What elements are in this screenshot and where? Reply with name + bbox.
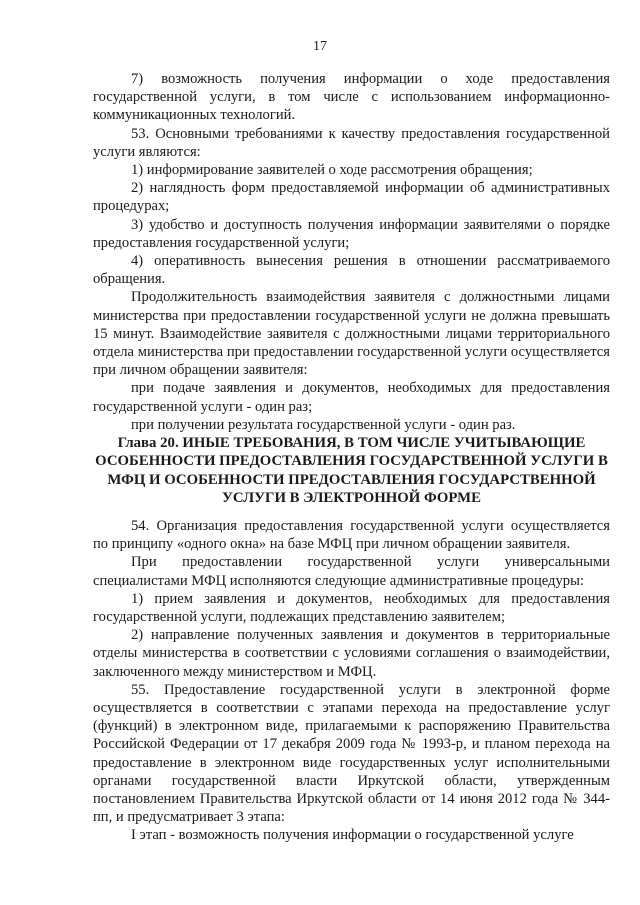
paragraph: 7) возможность получения информации о ходе предоставления государственной услуги, в том числе с использованием информационно-коммуникационных технологий. bbox=[93, 71, 610, 124]
paragraph: 2) наглядность форм предоставляемой информации об административных процедурах; bbox=[93, 180, 610, 215]
page-number: 17 bbox=[313, 39, 327, 54]
paragraph: Продолжительность взаимодействия заявителя с должностными лицами министерства при предоставлении государственной услуги не должна превышать 15 минут. Взаимодействие заявителя с должностными лицами территориального отдела министерства при предоставлении государственной услуги осуществляется при личном обращении заявителя: bbox=[93, 289, 610, 379]
paragraph: при подаче заявления и документов, необходимых для предоставления государственной услуги - один раз; bbox=[93, 380, 610, 415]
paragraph: I этап - возможность получения информации о государственной услуге bbox=[131, 827, 574, 844]
chapter-heading: Глава 20. ИНЫЕ ТРЕБОВАНИЯ, В ТОМ ЧИСЛЕ УЧИТЫВАЮЩИЕ ОСОБЕННОСТИ ПРЕДОСТАВЛЕНИЯ ГОСУДАРСТВЕННОЙ УСЛУГИ В МФЦ И ОСОБЕННОСТИ ПРЕДОСТАВЛЕНИЯ ГОСУДАРСТВЕННОЙ УСЛУГИ В ЭЛЕКТРОННОЙ ФОРМЕ bbox=[95, 435, 608, 506]
paragraph: 4) оперативность вынесения решения в отношении рассматриваемого обращения. bbox=[93, 253, 610, 288]
paragraph: 2) направление полученных заявления и документов в территориальные отделы министерства в соответствии с условиями соглашения о взаимодействии, заключенного между министерством и МФЦ. bbox=[93, 627, 610, 680]
paragraph: При предоставлении государственной услуги универсальными специалистами МФЦ исполняются следующие административные процедуры: bbox=[93, 554, 610, 589]
paragraph: при получении результата государственной услуги - один раз. bbox=[131, 416, 516, 433]
paragraph: 1) информирование заявителей о ходе рассмотрения обращения; bbox=[131, 162, 533, 179]
paragraph: 3) удобство и доступность получения информации заявителями о порядке предоставления государственной услуги; bbox=[93, 216, 610, 251]
paragraph: 54. Организация предоставления государственной услуги осуществляется по принципу «одного окна» на базе МФЦ при личном обращении заявителя. bbox=[93, 518, 610, 553]
bottom-text-block bbox=[93, 517, 610, 845]
paragraph: 53. Основными требованиями к качеству предоставления государственной услуги являются: bbox=[93, 125, 610, 160]
top-text-block bbox=[93, 70, 610, 434]
paragraph: 1) прием заявления и документов, необходимых для предоставления государственной услуги, подлежащих представлению заявителем; bbox=[93, 590, 610, 626]
paragraph: 55. Предоставление государственной услуги в электронной форме осуществляется в соответствии с этапами перехода на предоставление услуг (функций) в электронном виде, прилагаемыми к распоряжению Правительства Российской Федерации от 17 декабря 2009 года № 1993-р, и планом перехода на предоставление в электронном виде государственных услуг исполнительными органами государственной власти Иркутской области, утвержденным постановлением Правительства Иркутской области от 14 июня 2012 года № 344-пп, и предусматривает 3 этапа: bbox=[93, 681, 610, 826]
